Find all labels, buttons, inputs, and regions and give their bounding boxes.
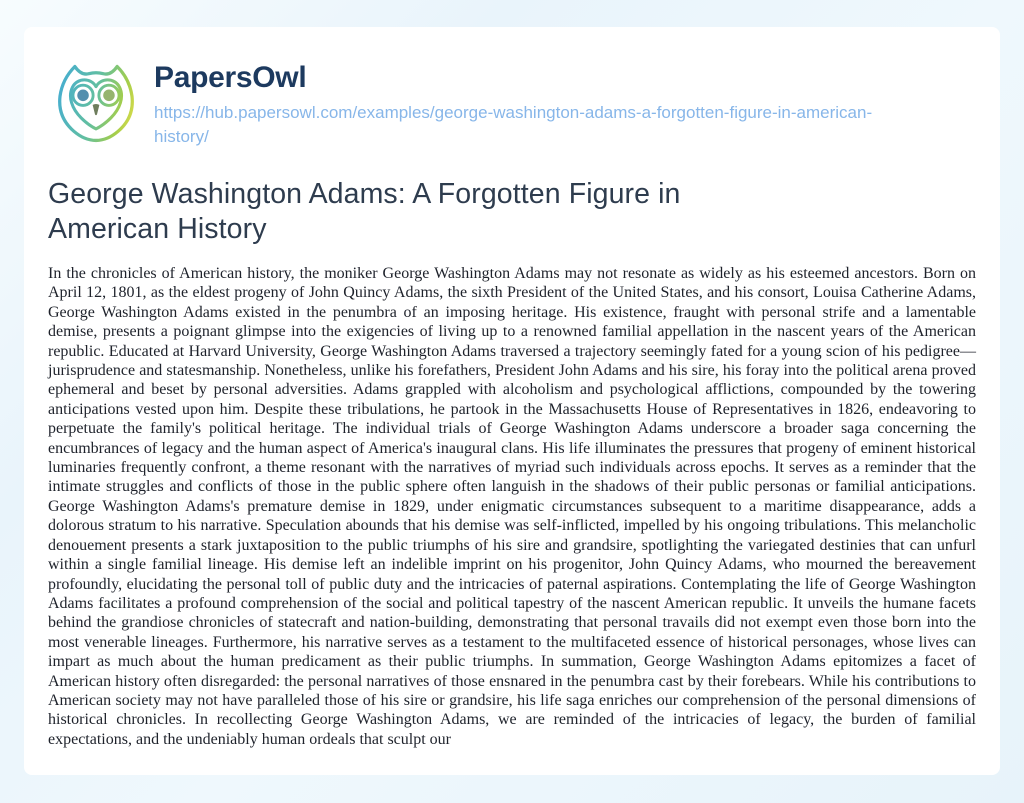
papersowl-logo[interactable]	[48, 55, 144, 151]
article-body: In the chronicles of American history, the moniker George Washington Adams may not resonate as widely as his esteemed ancestors. Born on April 12, 1801, as the eldest progeny of John Quincy Adams, the sixth President of the United States, and his consort, Louisa Catherine Adams, George Washington Adams existed in the penumbra of an imposing heritage. His existence, fraught with personal strife and a lamentable demise, presents a poignant glimpse into the exigencies of living up to a renowned familial appellation in the nascent years of the American republic. Educated at Harvard University, George Washington Adams traversed a trajectory seemingly fated for a young scion of his pedigree—jurisprudence and statesmanship. Nonetheless, unlike his forefathers, President John Adams and his sire, his foray into the political arena proved ephemeral and beset by personal adversities. Adams grappled with alcoholism and psychological afflictions, compounded by the towering anticipations vested upon him. Despite these tribulations, he partook in the Massachusetts House of Representatives in 1826, endeavoring to perpetuate the family's political heritage. The individual trials of George Washington Adams underscore a broader saga concerning the encumbrances of legacy and the human aspect of America's inaugural clans. His life illuminates the pressures that progeny of eminent historical luminaries frequently confront, a theme resonant with the narratives of myriad such individuals across epochs. It serves as a reminder that the intimate struggles and conflicts of those in the public sphere often languish in the shadows of their public personas or familial anticipations. George Washington Adams's premature demise in 1829, under enigmatic circumstances subsequent to a maritime disappearance, adds a dolorous stratum to his narrative. Speculation abounds that his demise was self-inflicted, impelled by his ongoing tribulations. This melancholic denouement presents a stark juxtaposition to the public triumphs of his sire and grandsire, spotlighting the variegated destinies that can unfurl within a single familial lineage. His demise left an indelible imprint on his progenitor, John Quincy Adams, who mourned the bereavement profoundly, elucidating the personal toll of public duty and the intricacies of paternal aspirations. Contemplating the life of George Washington Adams facilitates a profound comprehension of the social and political tapestry of the nascent American republic. It unveils the humane facets behind the grandiose chronicles of statecraft and nation-building, demonstrating that personal travails did not exempt even those born into the most venerable lineages. Furthermore, his narrative serves as a testament to the multifaceted essence of historical personages, whose lives can impart as much about the human predicament as their public triumphs. In summation, George Washington Adams epitomizes a facet of American history often disregarded: the personal narratives of those ensnared in the penumbra cast by their forebears. While his contributions to American society may not have paralleled those of his sire or grandsire, his life saga enriches our comprehension of the personal dimensions of historical chronicles. In recollecting George Washington Adams, we are reminded of the intricacies of legacy, the burden of familial expectations, and the undeniably human ordeals that sculpt our	[48, 265, 976, 748]
header-text	[154, 55, 976, 149]
header	[48, 55, 976, 151]
content-card	[24, 27, 1000, 775]
page-title: George Washington Adams: A Forgotten Figure in American History	[48, 178, 681, 245]
owl-icon	[48, 55, 144, 151]
brand-name[interactable]: PapersOwl	[154, 61, 307, 94]
source-url-link[interactable]: https://hub.papersowl.com/examples/george-washington-adams-a-forgotten-figure-in-american-history/	[154, 103, 873, 146]
